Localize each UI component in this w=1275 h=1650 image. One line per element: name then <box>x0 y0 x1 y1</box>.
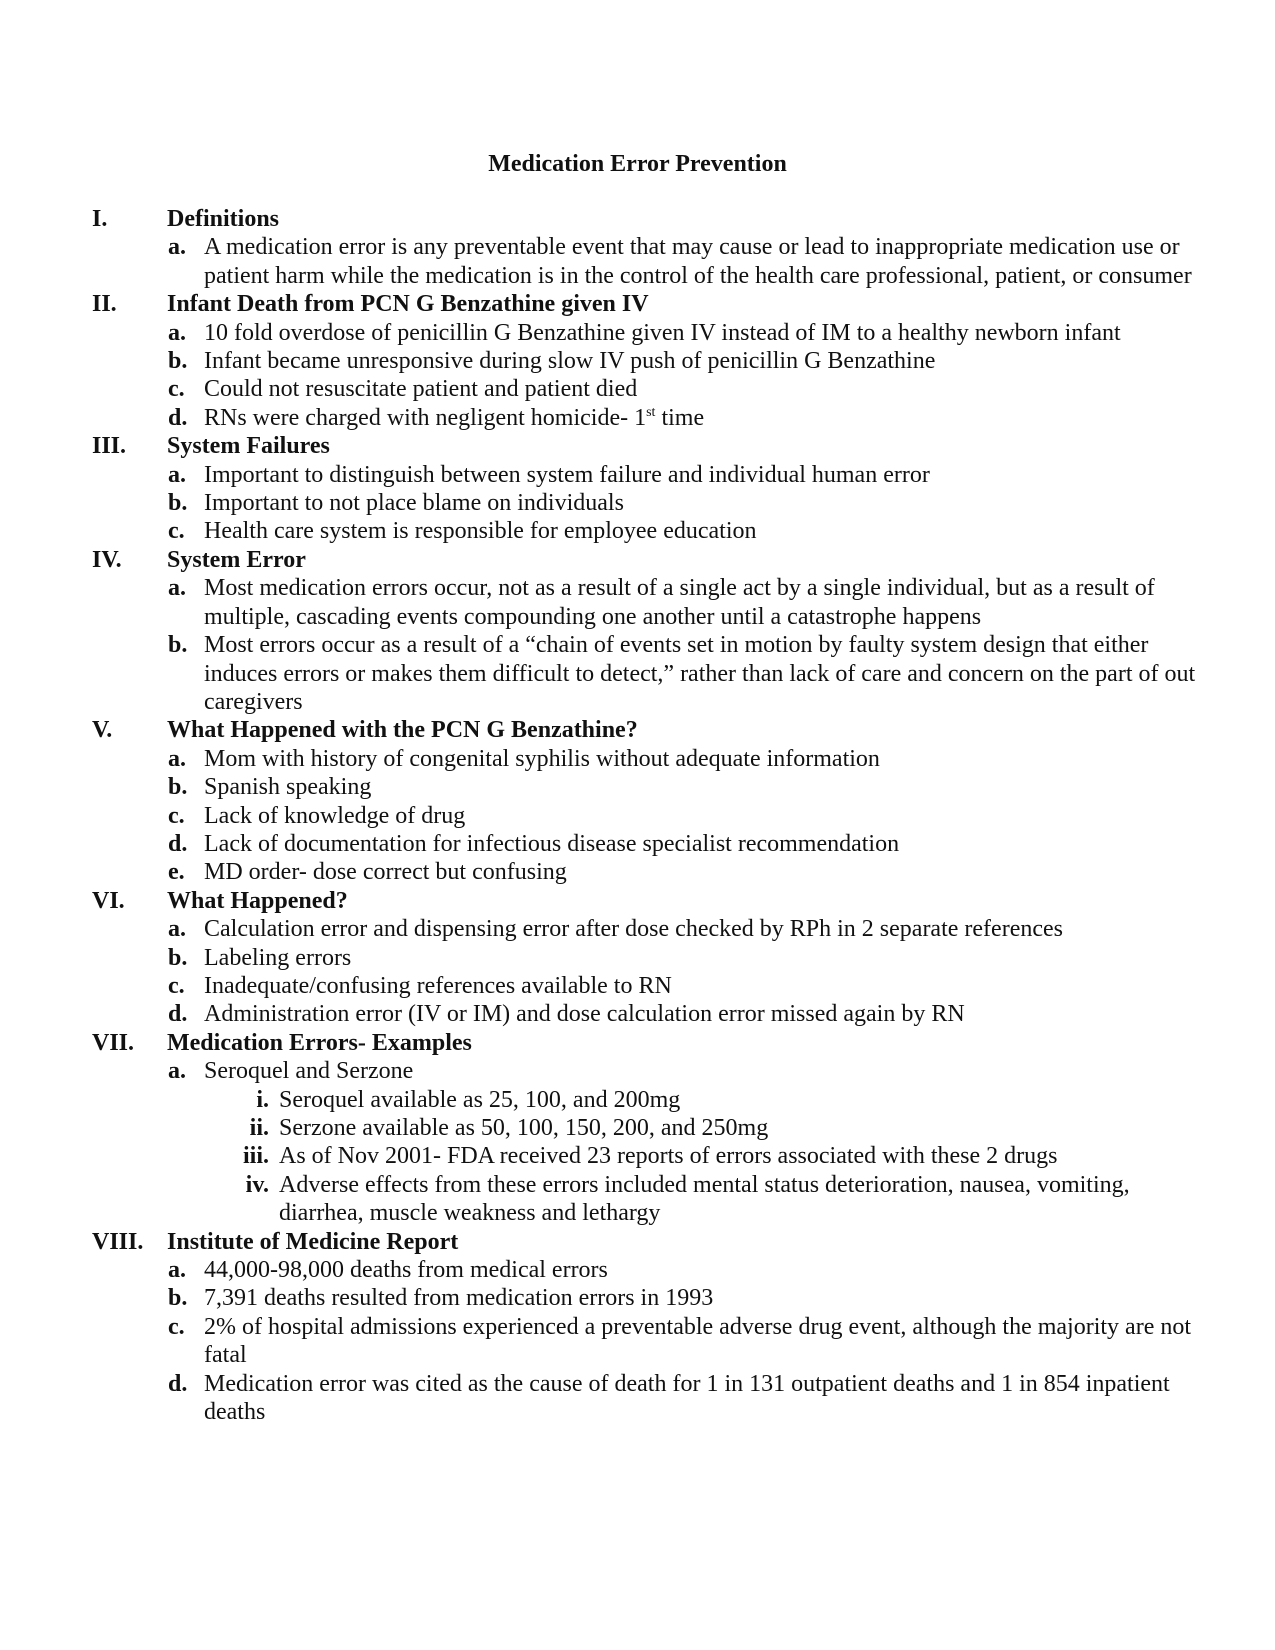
item-text: Calculation error and dispensing error after dose checked by RPh in 2 separate references <box>204 916 1063 943</box>
outline-section <box>92 546 1212 716</box>
item-letter: a. <box>168 461 186 488</box>
list-item <box>92 1313 1212 1370</box>
outline-section <box>92 1029 1212 1228</box>
item-letter: c. <box>168 972 185 999</box>
item-letter: a. <box>168 319 186 346</box>
section-heading-text: System Failures <box>167 433 330 460</box>
sub-item-text: Adverse effects from these errors included mental status deterioration, nausea, vomiting, diarrhea, muscle weakness and lethargy <box>279 1171 1130 1227</box>
item-text: Important to distinguish between system failure and individual human error <box>204 461 930 488</box>
sub-item-number: iv. <box>245 1171 269 1198</box>
item-text: Mom with history of congenital syphilis without adequate information <box>204 745 880 772</box>
section-heading-text: System Error <box>167 546 306 573</box>
item-letter: d. <box>168 1001 188 1028</box>
item-text: Most errors occur as a result of a “chain of events set in motion by faulty system design that either induces errors or makes them difficult to detect,” rather than lack of care and concern on the part of out caregivers <box>204 632 1196 715</box>
list-item <box>92 915 1212 943</box>
sub-item-number: ii. <box>249 1115 269 1141</box>
item-text: Spanish speaking <box>204 774 372 801</box>
list-item <box>92 1057 1212 1085</box>
section-heading-text: Institute of Medicine Report <box>167 1228 459 1255</box>
list-item <box>92 1370 1212 1427</box>
item-text: RNs were charged with negligent homicide- 1 <box>204 404 647 431</box>
list-item <box>92 517 1212 545</box>
list-item <box>92 1256 1212 1284</box>
item-text: Seroquel and Serzone <box>204 1058 414 1085</box>
sub-item-text: Serzone available as 50, 100, 150, 200, and 250mg <box>279 1115 769 1141</box>
section-heading <box>92 546 1212 574</box>
list-item <box>92 461 1212 489</box>
section-heading <box>92 432 1212 460</box>
outline <box>92 205 1212 1426</box>
list-item <box>92 858 1212 886</box>
list-item <box>92 1000 1212 1028</box>
item-text: MD order- dose correct but confusing <box>204 859 567 886</box>
item-letter: b. <box>168 1285 188 1312</box>
section-number: II. <box>92 291 117 318</box>
section-number: I. <box>92 206 108 232</box>
section-heading <box>92 205 1212 233</box>
section-number: III. <box>92 433 127 460</box>
item-letter: b. <box>168 774 188 801</box>
section-heading <box>92 290 1212 318</box>
section-number: V. <box>92 717 113 744</box>
list-item <box>92 830 1212 858</box>
list-item <box>92 375 1212 403</box>
outline-section <box>92 887 1212 1029</box>
item-text: 2% of hospital admissions experienced a preventable adverse drug event, although the majority are not fatal <box>204 1313 1192 1369</box>
item-letter: c. <box>168 1313 185 1340</box>
section-heading-text: Medication Errors- Examples <box>167 1029 472 1056</box>
list-item <box>92 972 1212 1000</box>
list-item <box>92 773 1212 801</box>
page-title: Medication Error Prevention <box>488 151 787 177</box>
sub-list-item <box>92 1171 1212 1228</box>
section-number: IV. <box>92 546 122 573</box>
item-letter: c. <box>168 376 185 403</box>
list-item <box>92 574 1212 631</box>
list-item <box>92 489 1212 517</box>
list-item <box>92 745 1212 773</box>
list-item <box>92 1284 1212 1312</box>
section-heading <box>92 1228 1212 1256</box>
item-text: Important to not place blame on individuals <box>204 490 624 517</box>
item-text: Medication error was cited as the cause of death for 1 in 131 outpatient deaths and 1 in 854 inpatient deaths <box>204 1370 1170 1426</box>
item-text: Labeling errors <box>204 944 352 971</box>
item-text: Inadequate/confusing references available to RN <box>204 972 672 999</box>
item-letter: c. <box>168 802 185 829</box>
item-letter: a. <box>168 916 186 943</box>
list-item <box>92 319 1212 347</box>
section-number: VIII. <box>92 1228 144 1255</box>
item-letter: a. <box>168 575 186 602</box>
item-letter: b. <box>168 490 188 517</box>
item-letter: d. <box>168 830 188 857</box>
item-text: 44,000-98,000 deaths from medical errors <box>204 1257 608 1284</box>
item-letter: a. <box>168 745 186 772</box>
item-letter: c. <box>168 518 185 545</box>
list-item <box>92 802 1212 830</box>
sub-item-text: Seroquel available as 25, 100, and 200mg <box>279 1086 681 1113</box>
item-letter: b. <box>168 348 188 375</box>
item-text: 7,391 deaths resulted from medication errors in 1993 <box>204 1285 714 1312</box>
item-letter: b. <box>168 632 188 659</box>
section-number: VI. <box>92 887 125 914</box>
list-item <box>92 233 1212 290</box>
section-heading-text: What Happened? <box>167 887 348 914</box>
section-heading <box>92 1029 1212 1057</box>
section-heading <box>92 716 1212 744</box>
outline-section <box>92 716 1212 886</box>
item-text-after: time <box>655 404 705 431</box>
item-letter: b. <box>168 944 188 971</box>
sub-list-item <box>92 1086 1212 1114</box>
item-letter: e. <box>168 859 185 886</box>
item-superscript: st <box>646 404 656 420</box>
item-letter: d. <box>168 404 188 431</box>
item-text: A medication error is any preventable event that may cause or lead to inappropriate medication use or patient harm while the medication is in the control of the health care professional, patient, or consumer <box>204 234 1192 289</box>
outline-section <box>92 1228 1212 1427</box>
item-letter: d. <box>168 1370 188 1397</box>
section-heading-text: Infant Death from PCN G Benzathine given IV <box>167 291 649 318</box>
item-text: Health care system is responsible for employee education <box>204 518 757 545</box>
item-text: Infant became unresponsive during slow IV push of penicillin G Benzathine <box>204 348 936 375</box>
item-letter: a. <box>168 234 186 261</box>
section-heading-text: Definitions <box>167 206 280 232</box>
outline-section <box>92 205 1212 290</box>
item-letter: a. <box>168 1257 186 1284</box>
sub-item-number: iii. <box>242 1143 269 1170</box>
list-item <box>92 404 1212 432</box>
list-item <box>92 944 1212 972</box>
outline-section <box>92 290 1212 432</box>
section-number: VII. <box>92 1029 135 1056</box>
item-letter: a. <box>168 1058 186 1085</box>
item-text: Most medication errors occur, not as a result of a single act by a single individual, but as a result of multiple, cascading events compounding one another until a catastrophe happens <box>204 575 1155 630</box>
sub-item-text: As of Nov 2001- FDA received 23 reports of errors associated with these 2 drugs <box>279 1143 1058 1170</box>
item-text: 10 fold overdose of penicillin G Benzathine given IV instead of IM to a healthy newborn infant <box>204 319 1121 346</box>
section-heading <box>92 887 1212 915</box>
item-text: Lack of documentation for infectious disease specialist recommendation <box>204 830 900 857</box>
sub-list-item <box>92 1114 1212 1142</box>
item-text: Lack of knowledge of drug <box>204 802 466 829</box>
sub-item-number: i. <box>256 1086 269 1113</box>
item-text: Administration error (IV or IM) and dose calculation error missed again by RN <box>204 1001 965 1028</box>
sub-list-item <box>92 1142 1212 1170</box>
outline-section <box>92 432 1212 546</box>
list-item <box>92 347 1212 375</box>
section-heading-text: What Happened with the PCN G Benzathine? <box>167 717 638 744</box>
item-text: Could not resuscitate patient and patient died <box>204 376 638 403</box>
list-item <box>92 631 1212 716</box>
